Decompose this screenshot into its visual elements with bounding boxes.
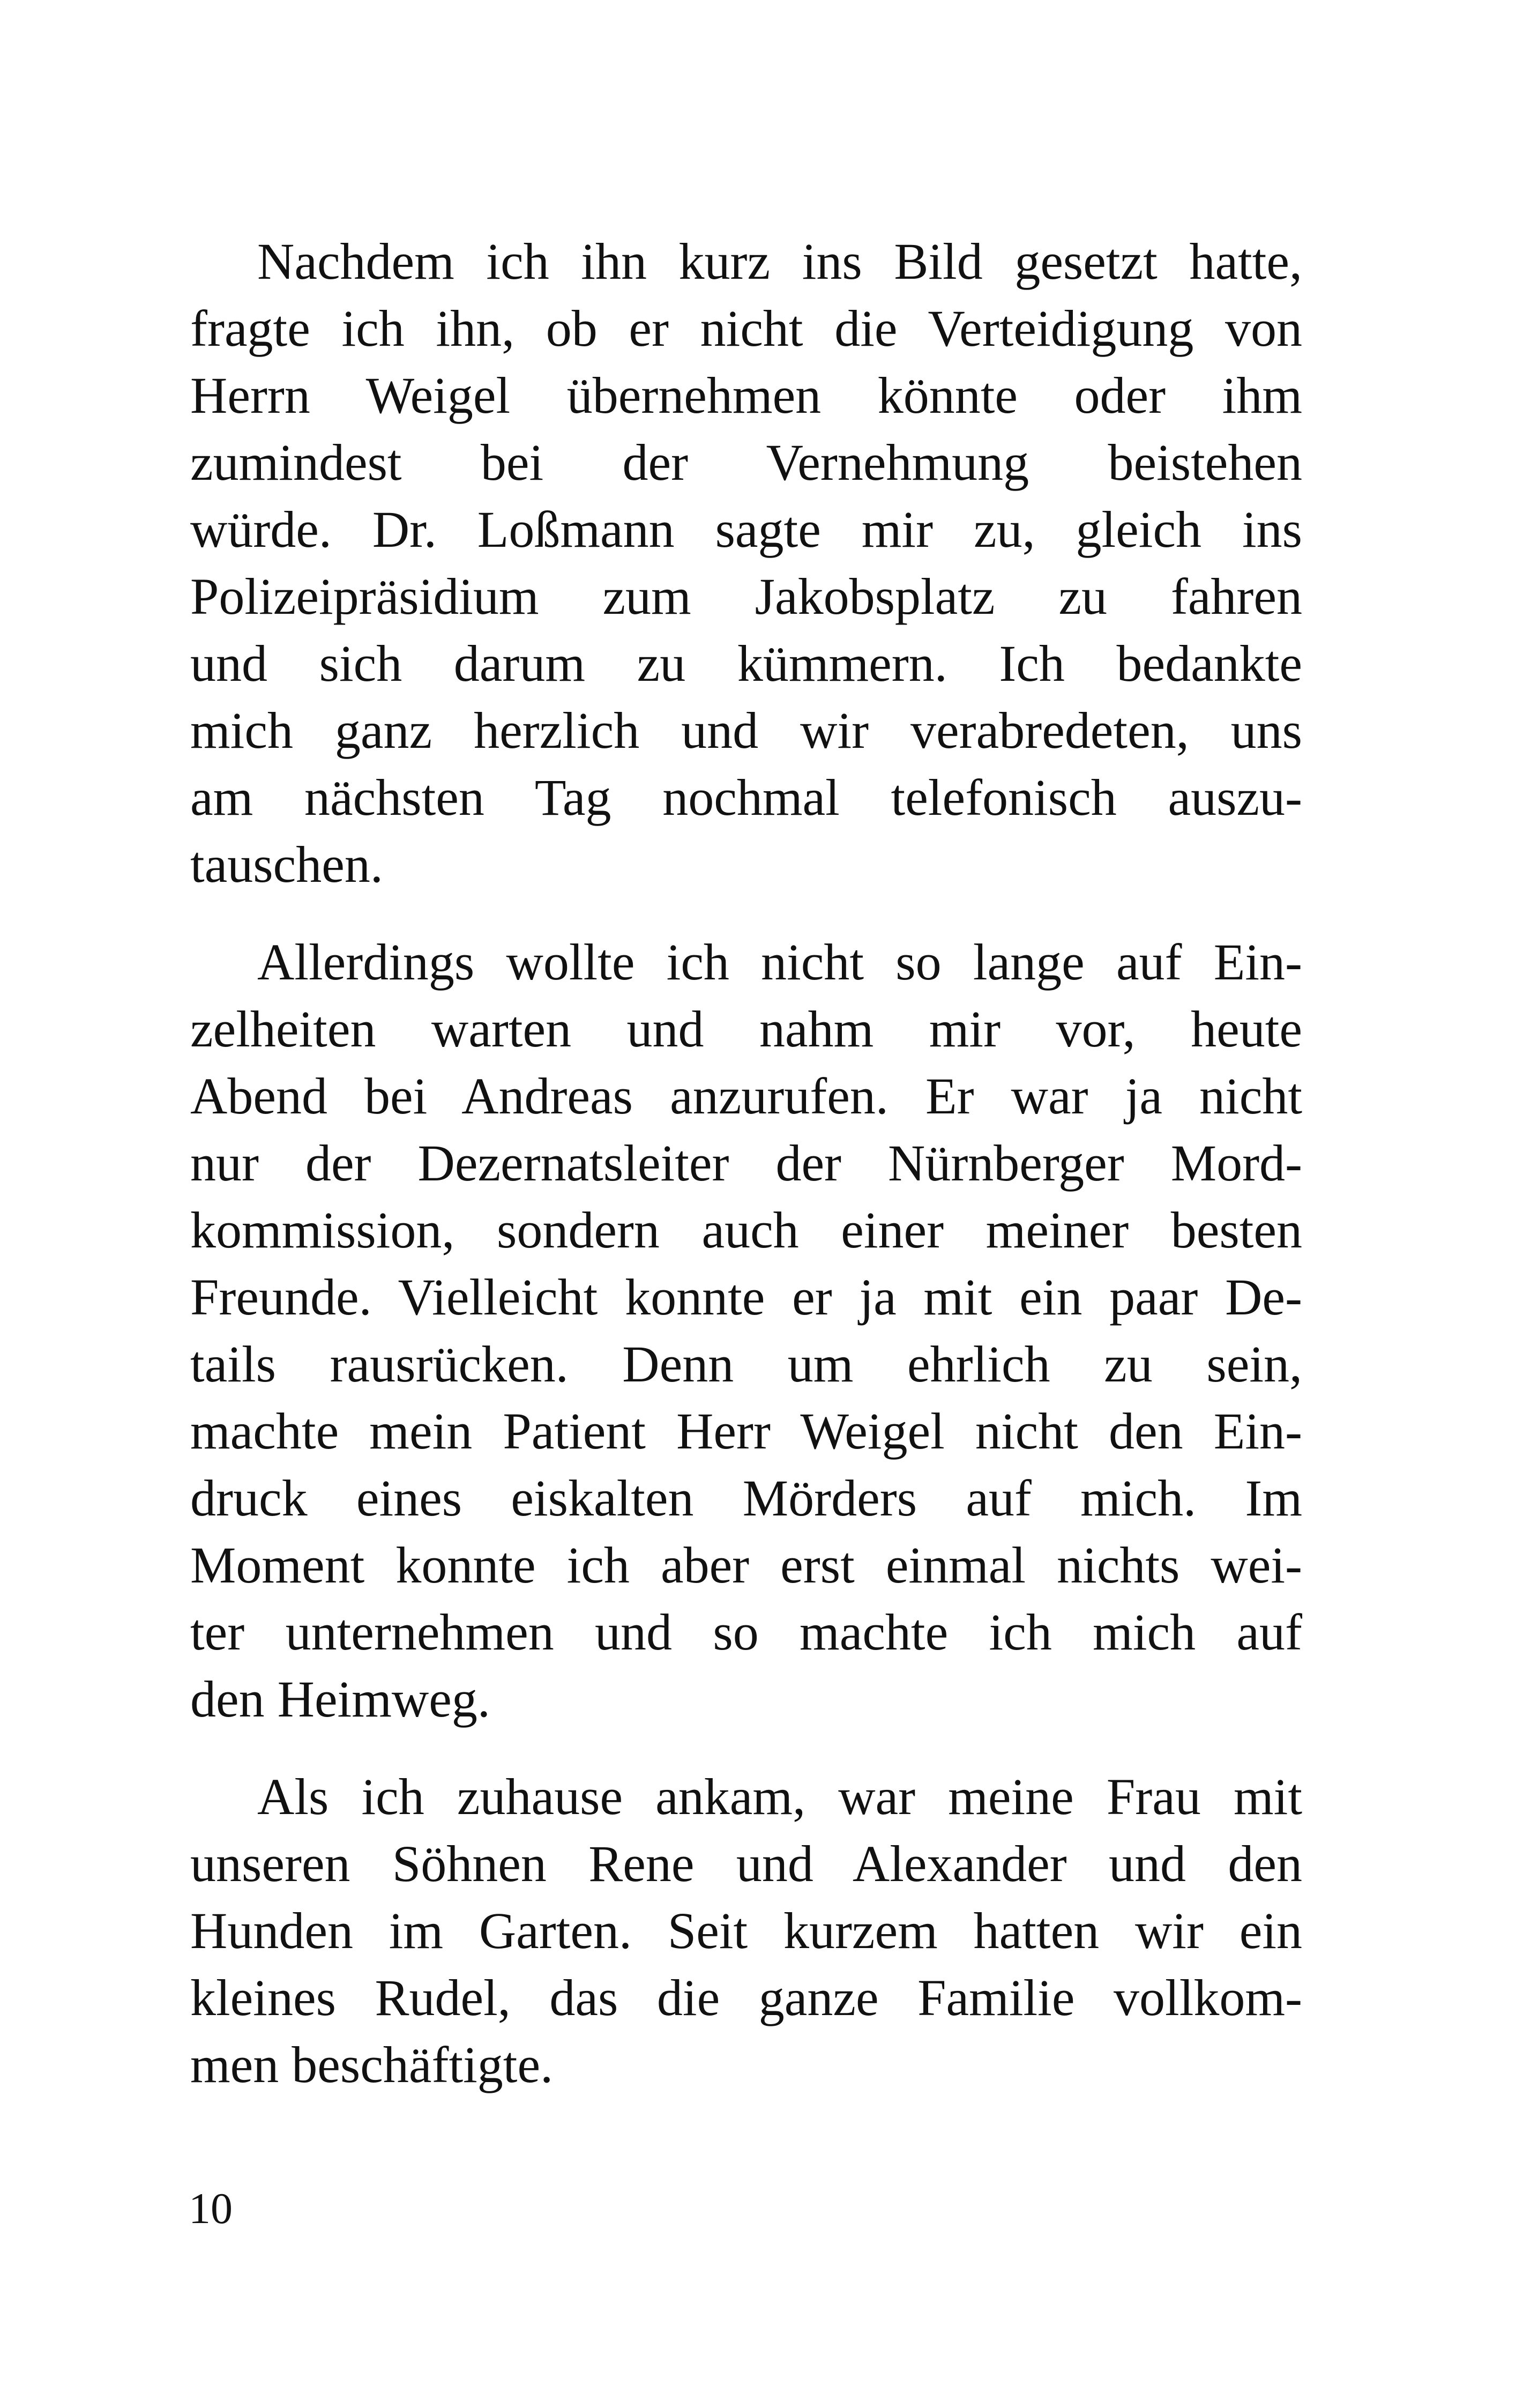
paragraph-2	[190, 928, 1302, 1733]
text-line: kommission, sondern auch einer meiner besten	[190, 1201, 1302, 1259]
text-line: Freunde. Vielleicht konnte er ja mit ein paar De-	[190, 1268, 1302, 1326]
page-number: 10	[189, 2184, 233, 2233]
text-line: Herrn Weigel übernehmen könnte oder ihm	[190, 367, 1302, 424]
text-line: Allerdings wollte ich nicht so lange auf Ein-	[257, 933, 1302, 991]
text-line: ter unternehmen und so machte ich mich auf	[190, 1603, 1302, 1661]
text-line: Polizeipräsidium zum Jakobsplatz zu fahren	[190, 568, 1302, 625]
text-line: unseren Söhnen Rene und Alexander und den	[190, 1835, 1302, 1892]
text-line: würde. Dr. Loßmann sagte mir zu, gleich ins	[190, 501, 1302, 558]
text-line: zelheiten warten und nahm mir vor, heute	[190, 1000, 1302, 1058]
text-line: tails rausrücken. Denn um ehrlich zu sein,	[190, 1335, 1302, 1393]
text-line: Moment konnte ich aber erst einmal nichts wei-	[190, 1536, 1302, 1594]
text-line: am nächsten Tag nochmal telefonisch auszu-	[190, 769, 1302, 826]
text-line: zumindest bei der Vernehmung beistehen	[190, 434, 1302, 491]
text-line: Hunden im Garten. Seit kurzem hatten wir ein	[190, 1902, 1302, 1959]
text-line: und sich darum zu kümmern. Ich bedankte	[190, 635, 1302, 692]
text-line: tauschen.	[190, 836, 383, 893]
text-line: mich ganz herzlich und wir verabredeten, uns	[190, 702, 1302, 759]
text-line: Nachdem ich ihn kurz ins Bild gesetzt hatte,	[257, 233, 1302, 290]
paragraph-1	[190, 228, 1302, 898]
text-line: kleines Rudel, das die ganze Familie vollkom-	[190, 1969, 1302, 2026]
paragraph-3	[190, 1763, 1302, 2098]
text-line: Abend bei Andreas anzurufen. Er war ja nicht	[190, 1067, 1302, 1125]
text-line: fragte ich ihn, ob er nicht die Verteidigung von	[190, 300, 1302, 357]
text-line: nur der Dezernatsleiter der Nürnberger Mord-	[190, 1134, 1302, 1192]
text-line: machte mein Patient Herr Weigel nicht den Ein-	[190, 1402, 1302, 1460]
text-line: Als ich zuhause ankam, war meine Frau mit	[257, 1768, 1302, 1825]
text-line: druck eines eiskalten Mörders auf mich. Im	[190, 1469, 1302, 1527]
body-text	[190, 228, 1302, 2098]
text-line: men beschäftigte.	[190, 2036, 554, 2093]
text-line: den Heimweg.	[190, 1670, 490, 1728]
